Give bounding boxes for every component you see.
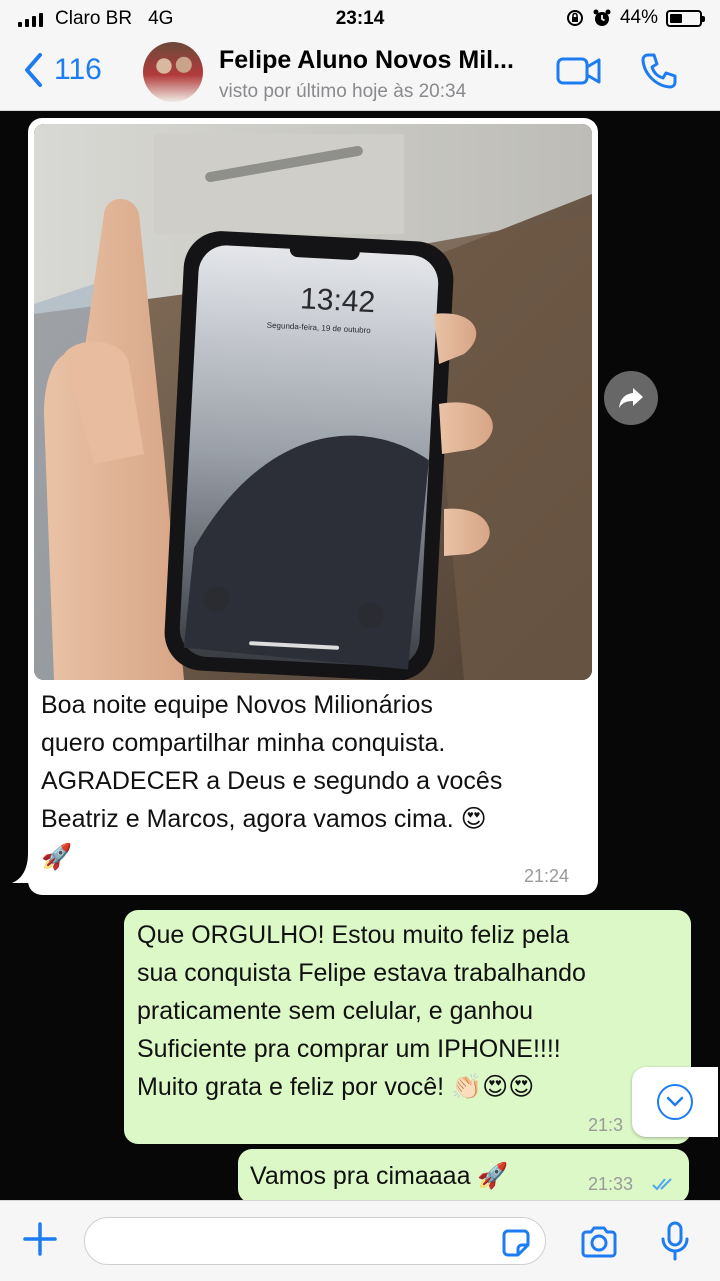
attach-button[interactable] (22, 1221, 58, 1262)
microphone-icon (660, 1221, 690, 1261)
composer-bar (0, 1200, 720, 1281)
unread-count: 116 (54, 53, 102, 86)
network-label: 4G (148, 8, 174, 29)
message-line: sua conquista Felipe estava trabalhando (137, 959, 586, 987)
back-chevron-icon (22, 52, 44, 88)
scroll-down-button[interactable] (632, 1067, 718, 1137)
forward-icon (618, 387, 644, 409)
sticker-button[interactable] (500, 1227, 532, 1264)
battery-icon (666, 10, 702, 27)
message-time: 21:24 (524, 866, 570, 886)
message-line: Muito grata e feliz por você! 👏🏻😍😍 (137, 1073, 535, 1101)
camera-button[interactable] (579, 1225, 619, 1264)
contact-avatar[interactable] (143, 42, 203, 102)
message-line: AGRADECER a Deus e segundo a vocês (41, 767, 503, 795)
clock: 23:14 (335, 8, 385, 29)
message-input[interactable] (84, 1217, 546, 1265)
contact-info[interactable] (219, 46, 514, 103)
chat-area[interactable] (0, 111, 720, 1200)
orientation-lock-icon (566, 9, 584, 27)
outgoing-message-text: Vamos pra cimaaaa 🚀 (250, 1162, 509, 1190)
alarm-icon (592, 8, 612, 28)
message-line: quero compartilhar minha conquista. (41, 729, 446, 757)
plus-icon (22, 1221, 58, 1257)
message-time: 21:33 (588, 1174, 634, 1194)
outgoing-message-text (137, 916, 682, 1106)
video-call-icon (556, 54, 602, 88)
message-photo[interactable] (34, 124, 592, 680)
incoming-message[interactable] (28, 118, 598, 895)
forward-button[interactable] (604, 371, 658, 425)
battery-percent: 44% (619, 7, 658, 28)
video-call-button[interactable] (556, 54, 602, 88)
chevron-down-icon (666, 1096, 684, 1108)
chat-header (0, 36, 720, 111)
outgoing-message[interactable] (238, 1149, 689, 1200)
contact-name: Felipe Aluno Novos Mil... (219, 46, 514, 74)
read-receipt-icon (651, 1176, 679, 1192)
message-time: 21:3 (588, 1115, 624, 1135)
incoming-message-text (41, 686, 591, 876)
message-line: Beatriz e Marcos, agora vamos cima. 😍 (41, 805, 487, 833)
lockscreen-date: Segunda-feira, 19 de outubro (266, 320, 371, 336)
back-button[interactable] (22, 52, 102, 88)
message-line: Boa noite equipe Novos Milionários (41, 691, 433, 719)
carrier-label: Claro BR (55, 8, 133, 29)
voice-call-button[interactable] (640, 52, 678, 90)
message-line: Suficiente pra comprar um IPHONE!!!! (137, 1035, 561, 1063)
sticker-icon (500, 1227, 532, 1259)
message-line: praticamente sem celular, e ganhou (137, 997, 534, 1025)
voice-call-icon (640, 52, 678, 90)
message-line: Que ORGULHO! Estou muito feliz pela (137, 921, 570, 949)
last-seen: visto por último hoje às 20:34 (219, 81, 467, 102)
outgoing-message[interactable] (124, 910, 691, 1144)
lockscreen-time: 13:42 (299, 282, 377, 320)
message-line: 🚀 (41, 843, 73, 871)
camera-icon (579, 1225, 619, 1259)
voice-note-button[interactable] (660, 1221, 690, 1266)
status-bar (0, 0, 720, 36)
